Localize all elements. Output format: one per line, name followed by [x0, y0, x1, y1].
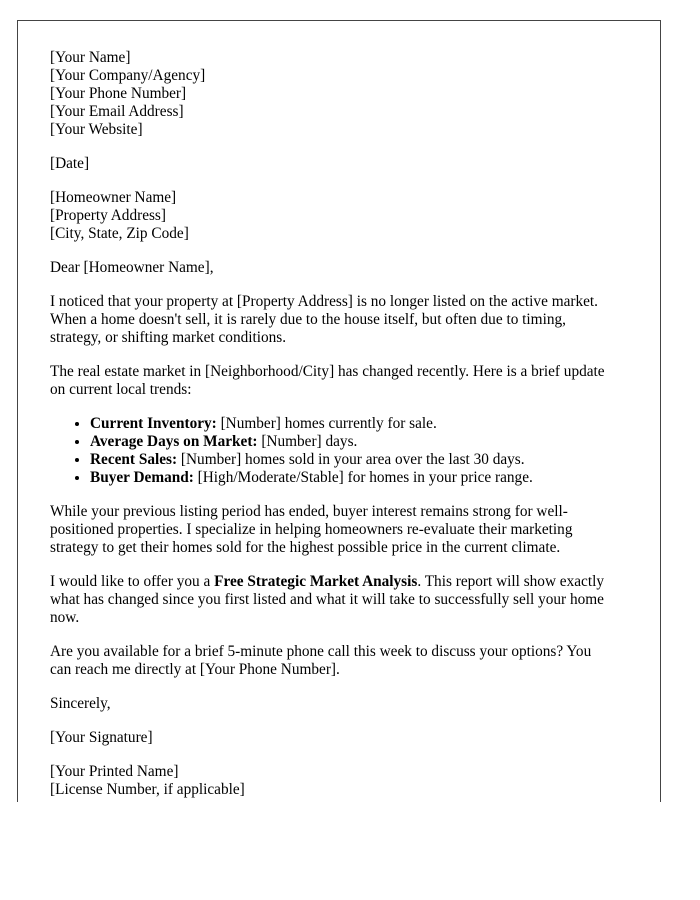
recipient-address: [Property Address] [50, 207, 166, 224]
trend-item-buyer-demand [90, 469, 640, 487]
trend-label: Recent Sales: [90, 451, 178, 468]
intro-paragraph [50, 293, 640, 347]
offer-line: now. [50, 609, 80, 626]
recipient-name: [Homeowner Name] [50, 189, 177, 206]
sender-name: [Your Name] [50, 49, 131, 66]
market-update-line: on current local trends: [50, 381, 192, 398]
offer-line: what has changed since you first listed and what it will take to successfully sell your home [50, 591, 604, 608]
letter-date: [Date] [50, 155, 90, 172]
strategy-paragraph [50, 503, 640, 557]
recipient-city-state-zip: [City, State, Zip Code] [50, 225, 189, 242]
call-to-action-line: Are you available for a brief 5-minute phone call this week to discuss your options? You [50, 643, 592, 660]
closing [50, 695, 640, 713]
intro-line: strategy, or shifting market conditions. [50, 329, 287, 346]
closing-text: Sincerely, [50, 695, 111, 712]
market-update-line: The real estate market in [Neighborhood/City] has changed recently. Here is a brief update [50, 363, 605, 380]
strategy-line: strategy to get their homes sold for the highest possible price in the current climate. [50, 539, 561, 556]
trend-item-recent-sales [90, 451, 640, 469]
printed-name: [Your Printed Name] [50, 763, 179, 780]
trend-label: Current Inventory: [90, 415, 217, 432]
sender-block [50, 49, 640, 139]
letter-page [17, 20, 661, 802]
date-block [50, 155, 640, 173]
salutation-text: Dear [Homeowner Name], [50, 259, 214, 276]
trend-label: Buyer Demand: [90, 469, 194, 486]
sender-website: [Your Website] [50, 121, 143, 138]
trend-item-days-on-market [90, 433, 640, 451]
offer-highlight: Free Strategic Market Analysis [214, 573, 418, 590]
trend-item-inventory [90, 415, 640, 433]
signature-placeholder: [Your Signature] [50, 729, 153, 746]
offer-paragraph [50, 573, 640, 627]
trend-text: [Number] homes sold in your area over the last 30 days. [177, 451, 525, 468]
license-number: [License Number, if applicable] [50, 781, 245, 798]
strategy-line: While your previous listing period has ended, buyer interest remains strong for well- [50, 503, 568, 520]
trend-text: [High/Moderate/Stable] for homes in your price range. [193, 469, 533, 486]
market-trends-list [50, 415, 640, 487]
trend-text: [Number] days. [257, 433, 358, 450]
trend-label: Average Days on Market: [90, 433, 258, 450]
trend-text: [Number] homes currently for sale. [216, 415, 437, 432]
letter-body [50, 49, 640, 802]
offer-suffix: . This report will show exactly [417, 573, 604, 590]
offer-prefix: I would like to offer you a [50, 573, 215, 590]
signature-block [50, 729, 640, 747]
sender-company: [Your Company/Agency] [50, 67, 206, 84]
call-to-action-paragraph [50, 643, 640, 679]
sender-phone: [Your Phone Number] [50, 85, 187, 102]
sender-email: [Your Email Address] [50, 103, 184, 120]
intro-line: When a home doesn't sell, it is rarely due to the house itself, but often due to timing, [50, 311, 566, 328]
recipient-block [50, 189, 640, 243]
market-update-paragraph [50, 363, 640, 399]
signoff-block [50, 763, 640, 799]
strategy-line: positioned properties. I specialize in helping homeowners re-evaluate their marketing [50, 521, 573, 538]
offer-line [50, 573, 640, 591]
salutation [50, 259, 640, 277]
intro-line: I noticed that your property at [Property Address] is no longer listed on the active market. [50, 293, 598, 310]
call-to-action-line: can reach me directly at [Your Phone Number]. [50, 661, 340, 678]
